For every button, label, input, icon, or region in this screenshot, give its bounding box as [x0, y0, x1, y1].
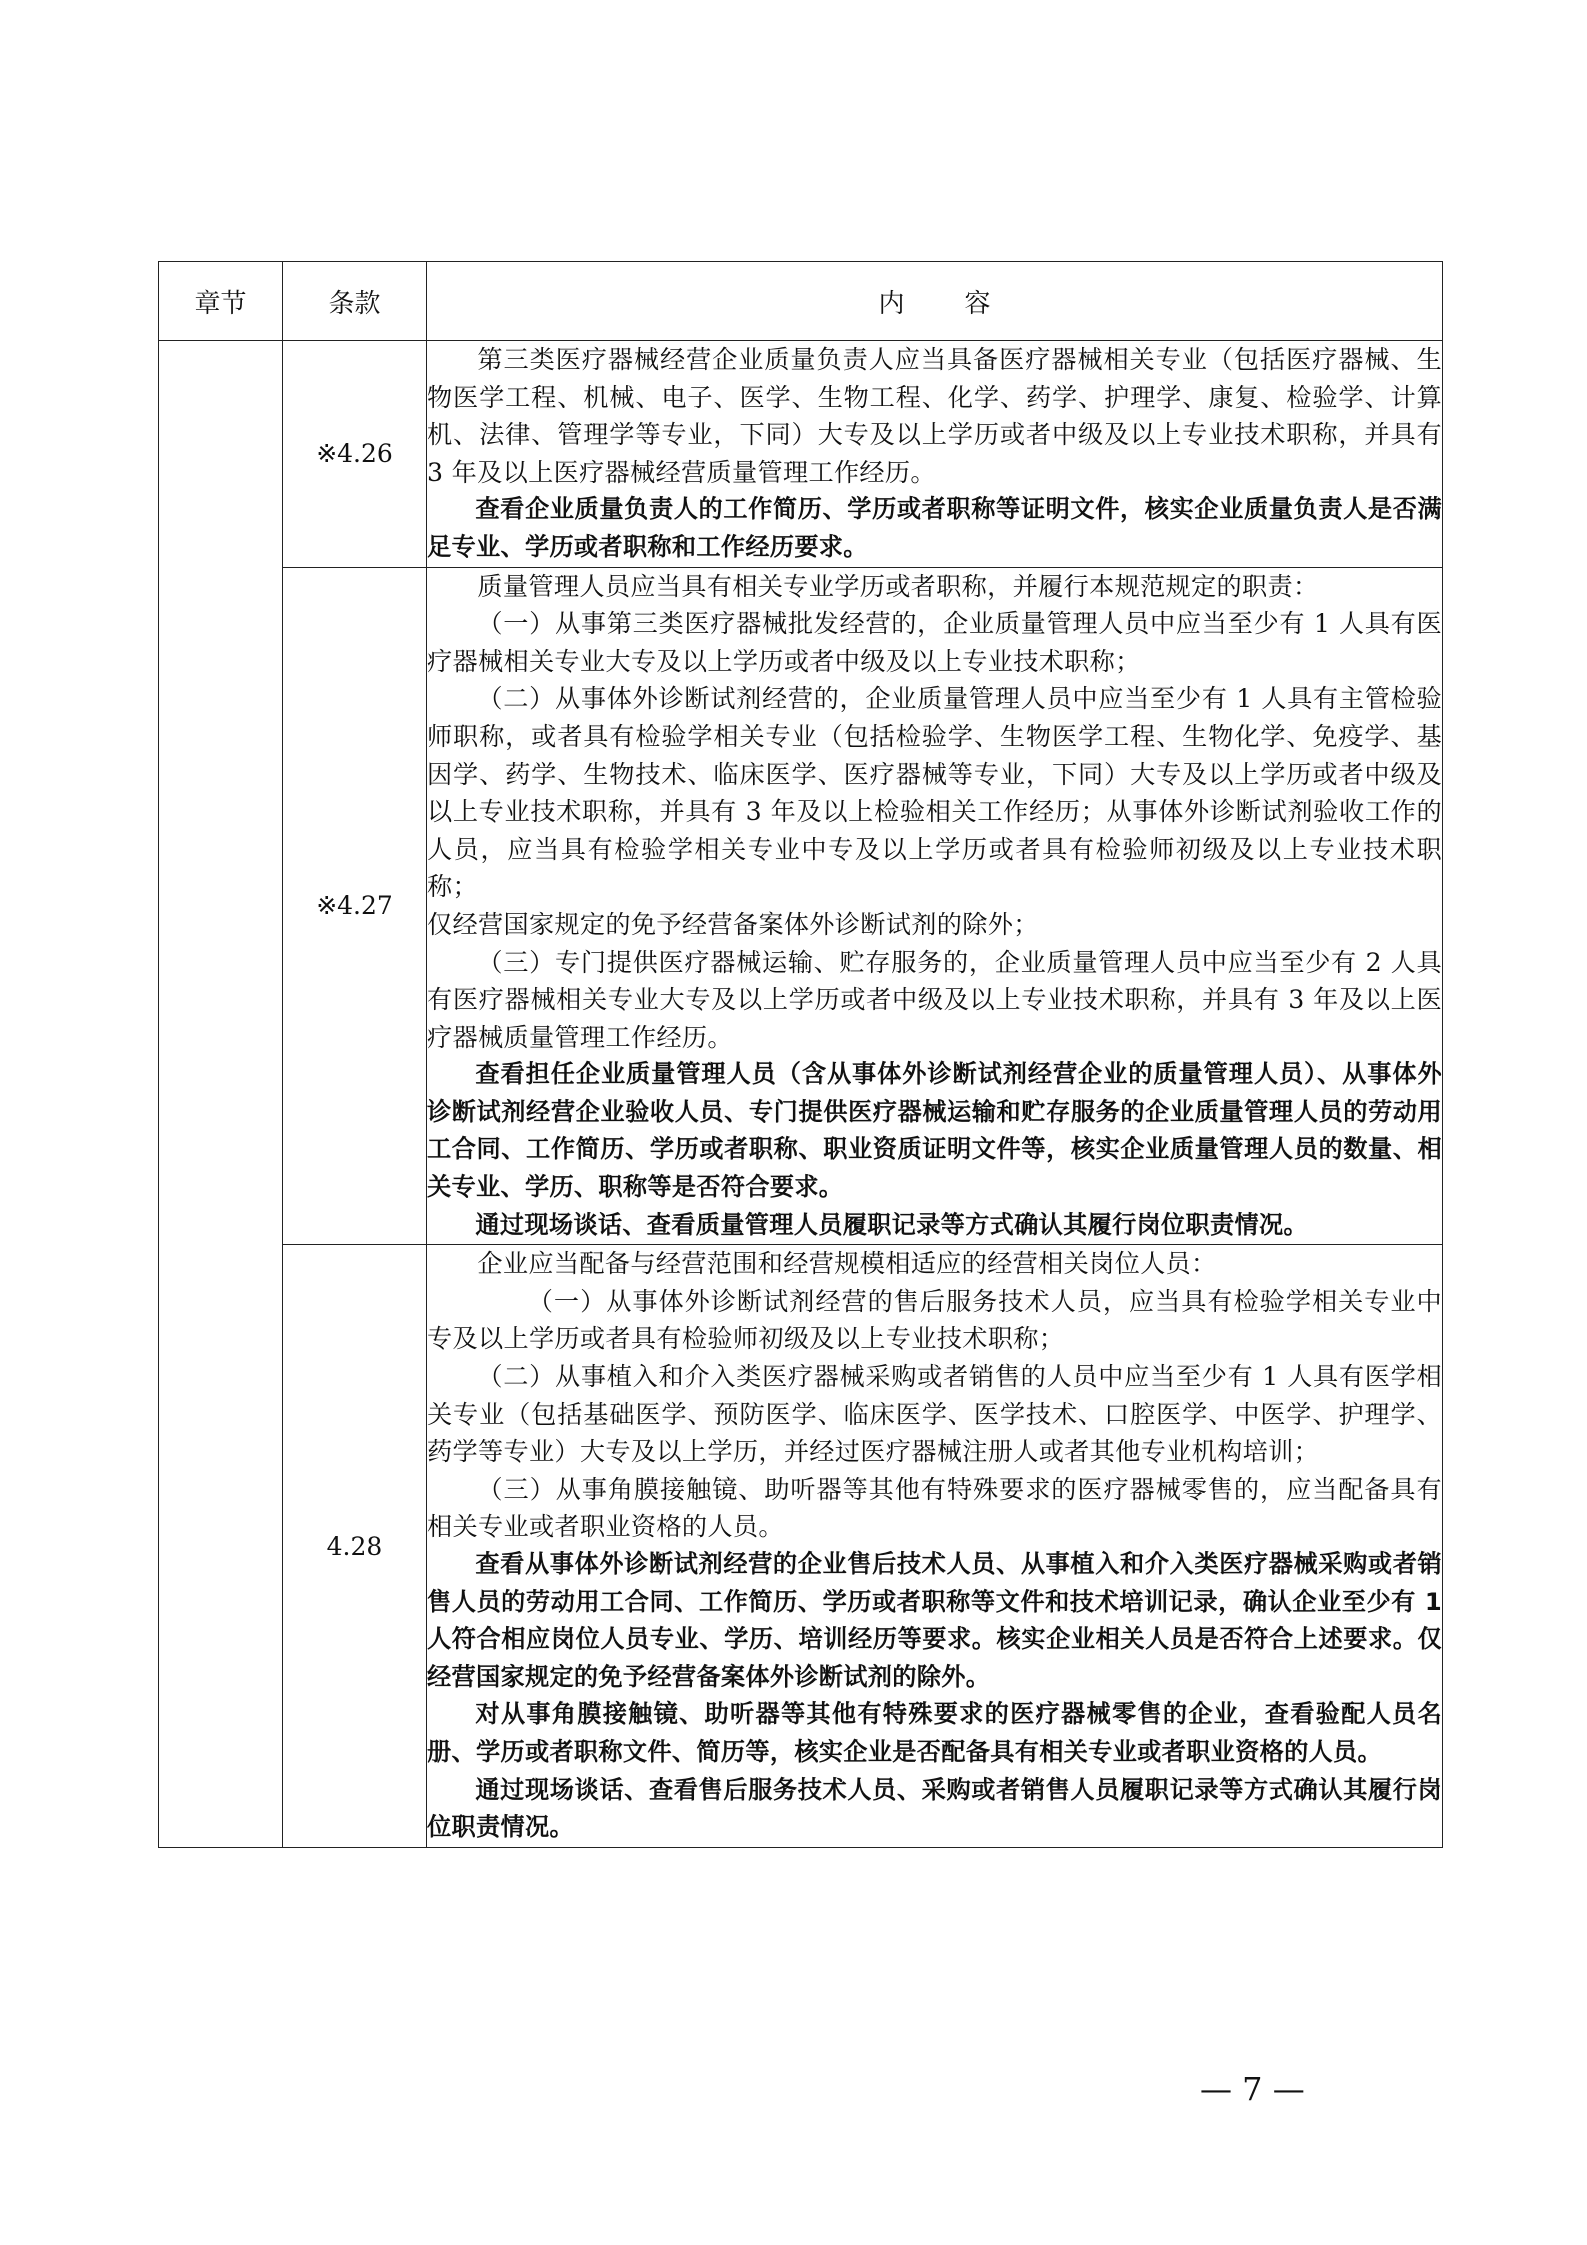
requirement-paragraph: （一）从事体外诊断试剂经营的售后服务技术人员，应当具有检验学相关专业中专及以上学历或者具有检验师初级及以上专业技术职称； — [427, 1286, 1442, 1354]
header-chapter: 章节 — [159, 262, 283, 341]
inspection-method-paragraph: 通过现场谈话、查看质量管理人员履职记录等方式确认其履行岗位职责情况。 — [475, 1210, 1308, 1239]
clause-content — [427, 567, 1443, 1245]
inspection-method-paragraph: 查看担任企业质量管理人员（含从事体外诊断试剂经营企业的质量管理人员）、从事体外诊断试剂经营企业验收人员、专门提供医疗器械运输和贮存服务的企业质量管理人员的劳动用工合同、工作简历、学历或者职称、职业资质证明文件等，核实企业质量管理人员的数量、相关专业、学历、职称等是否符合要求。 — [427, 1060, 1442, 1202]
page-number: — 7 — — [1200, 2070, 1305, 2108]
requirement-paragraph: （三）从事角膜接触镜、助听器等其他有特殊要求的医疗器械零售的，应当配备具有相关专业或者职业资格的人员。 — [427, 1474, 1442, 1542]
clause-number: ※4.26 — [283, 341, 427, 568]
requirement-paragraph: （二）从事植入和介入类医疗器械采购或者销售的人员中应当至少有 1 人具有医学相关专业（包括基础医学、预防医学、临床医学、医学技术、口腔医学、中医学、护理学、药学等专业）大专及以上学历，并经过医疗器械注册人或者其他专业机构培训； — [427, 1362, 1442, 1467]
table-row — [159, 341, 1443, 568]
clause-number: 4.28 — [283, 1245, 427, 1848]
chapter-cell — [159, 341, 283, 1848]
inspection-method-paragraph: 对从事角膜接触镜、助听器等其他有特殊要求的医疗器械零售的企业，查看验配人员名册、学历或者职称文件、简历等，核实企业是否配备具有相关专业或者职业资格的人员。 — [427, 1700, 1442, 1766]
requirement-paragraph: 质量管理人员应当具有相关专业学历或者职称，并履行本规范规定的职责： — [477, 571, 1319, 601]
table-row — [159, 1245, 1443, 1848]
requirement-paragraph: （一）从事第三类医疗器械批发经营的，企业质量管理人员中应当至少有 1 人具有医疗器械相关专业大专及以上学历或者中级及以上专业技术职称； — [427, 609, 1442, 676]
header-content: 内容 — [427, 262, 1443, 341]
inspection-method-paragraph: 查看从事体外诊断试剂经营的企业售后技术人员、从事植入和介入类医疗器械采购或者销售人员的劳动用工合同、工作简历、学历或者职称等文件和技术培训记录，确认企业至少有 1 人符合相应岗位人员专业、学历、培训经历等要求。核实企业相关人员是否符合上述要求。仅经营国家规定的免予经营备案体外诊断试剂的除外。 — [427, 1550, 1442, 1691]
header-clause: 条款 — [283, 262, 427, 341]
clause-content — [427, 341, 1443, 568]
requirement-paragraph: 仅经营国家规定的免予经营备案体外诊断试剂的除外； — [427, 909, 1039, 939]
requirement-paragraph: 企业应当配备与经营范围和经营规模相适应的经营相关岗位人员： — [477, 1249, 1217, 1279]
clause-number: ※4.27 — [283, 567, 427, 1245]
requirement-paragraph: （三）专门提供医疗器械运输、贮存服务的，企业质量管理人员中应当至少有 2 人具有医疗器械相关专业大专及以上学历或者中级及以上专业技术职称，并具有 3 年及以上医疗器械质量管理工作经历。 — [427, 947, 1442, 1052]
regulation-table — [158, 261, 1443, 1848]
requirement-paragraph: 第三类医疗器械经营企业质量负责人应当具备医疗器械相关专业（包括医疗器械、生物医学工程、机械、电子、医学、生物工程、化学、药学、护理学、康复、检验学、计算机、法律、管理学等专业，下同）大专及以上学历或者中级及以上专业技术职称，并具有 3 年及以上医疗器械经营质量管理工作经历。 — [427, 345, 1442, 487]
inspection-method-paragraph: 查看企业质量负责人的工作简历、学历或者职称等证明文件，核实企业质量负责人是否满足专业、学历或者职称和工作经历要求。 — [427, 495, 1442, 561]
inspection-method-paragraph: 通过现场谈话、查看售后服务技术人员、采购或者销售人员履职记录等方式确认其履行岗位职责情况。 — [427, 1775, 1442, 1842]
table-row — [159, 567, 1443, 1245]
requirement-paragraph: （二）从事体外诊断试剂经营的，企业质量管理人员中应当至少有 1 人具有主管检验师职称，或者具有检验学相关专业（包括检验学、生物医学工程、生物化学、免疫学、基因学、药学、生物技术、临床医学、医疗器械等专业，下同）大专及以上学历或者中级及以上专业技术职称，并具有 3 年及以上检验相关工作经历；从事体外诊断试剂验收工作的人员，应当具有检验学相关专业中专及以上学历或者具有检验师初级及以上专业技术职称； — [427, 684, 1442, 902]
clause-content — [427, 1245, 1443, 1848]
header-row — [159, 262, 1443, 341]
